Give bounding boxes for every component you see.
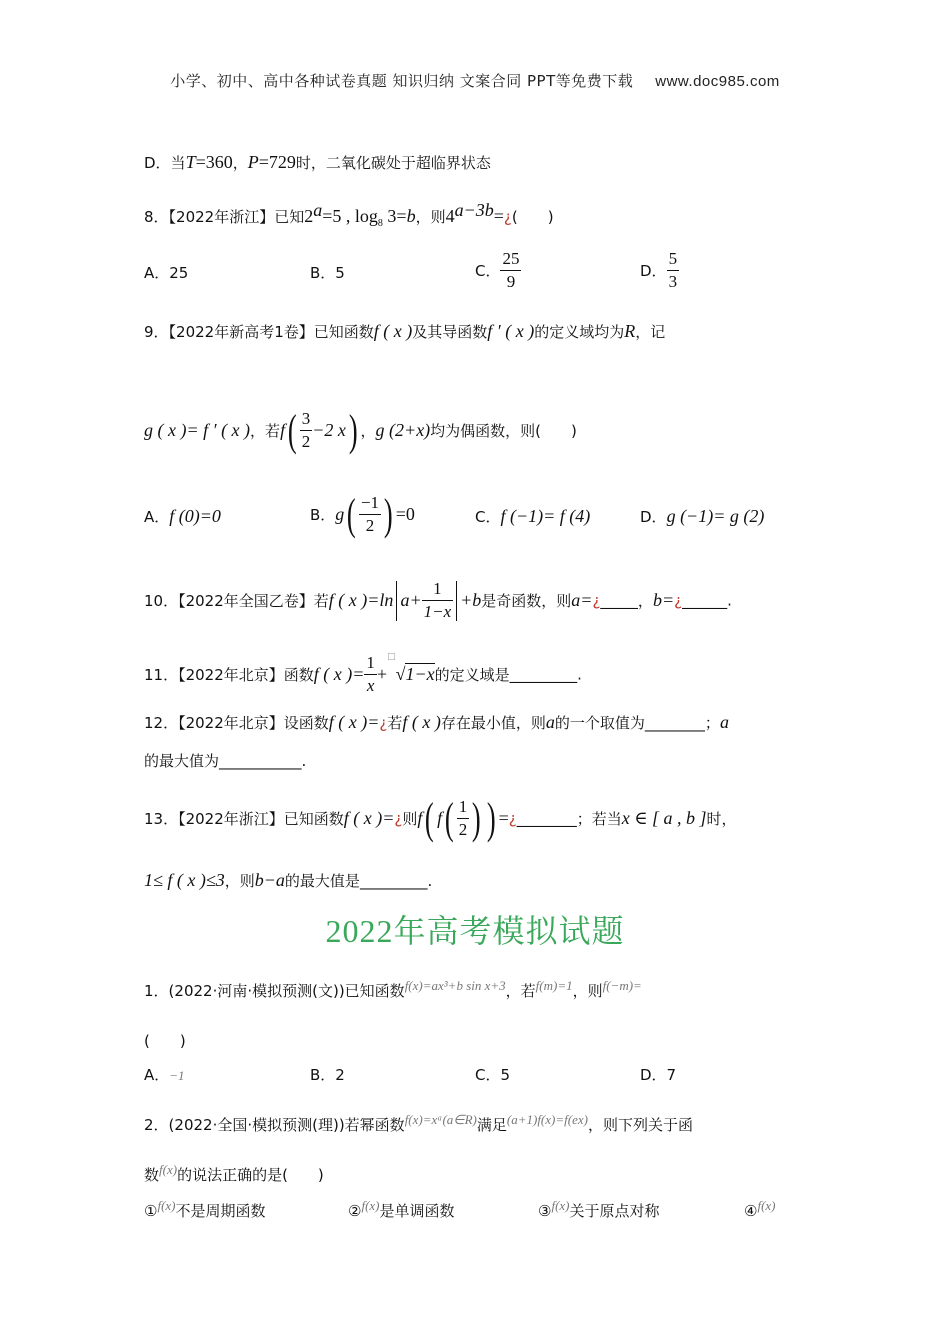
page-header	[0, 70, 950, 91]
m2-item-1: ①f(x)不是周期函数	[144, 1198, 266, 1220]
mock-question-1: 1．(2022·河南·模拟预测(文))已知函数f(x)=ax³+b sin x+3，若f(m)=1，则f(−m)=	[144, 978, 642, 1000]
question-12-line2: 的最大值为___________.	[144, 752, 307, 770]
m2-item-3: ③f(x)关于原点对称	[538, 1198, 660, 1220]
question-9-line2: g ( x )= f ′ ( x )，若f( $\frac{3}{2}$ −2 x) ，g (2+x)均为偶函数，则( )	[144, 405, 577, 455]
header-text: 小学、初中、高中各种试卷真题 知识归纳 文案合同 PPT等免费下载	[170, 72, 634, 90]
question-8: 8．【2022年浙江】已知$2^a=5$ , $\log_8 3=b$，则$4^{a-3b}=¿$( )	[144, 200, 554, 229]
q9-option-b[interactable]: B．g( $\frac{-1}{2}$ ) =0	[310, 489, 415, 539]
q8-option-b[interactable]: B．5	[310, 264, 345, 282]
q8-num: 8．	[144, 208, 169, 226]
q9-option-d[interactable]: D．g (−1)= g (2)	[640, 506, 765, 526]
q8-option-c[interactable]: C． $\frac{25}{9}$	[475, 249, 520, 291]
q9-option-c[interactable]: C．f (−1)= f (4)	[475, 506, 591, 526]
m1-option-d[interactable]: D．7	[640, 1066, 677, 1084]
q8-option-d[interactable]: D． $\frac{5}{3}$	[640, 249, 678, 291]
m1-option-b[interactable]: B．2	[310, 1066, 345, 1084]
question-12: 12．【2022年北京】设函数f ( x )=¿若f ( x )存在最小值，则a的一个取值为________；a	[144, 712, 729, 732]
question-13-line2: 1≤ f ( x )≤3，则b−a的最大值是_________.	[144, 870, 433, 890]
mock-question-2-line2: 数f(x)的说法正确的是( )	[144, 1162, 324, 1184]
m2-item-4: ④f(x)	[744, 1198, 776, 1220]
q8-option-a[interactable]: A．25	[144, 264, 189, 282]
q7-option-d: D．当T=360，P=729时，二氧化碳处于超临界状态	[144, 152, 491, 172]
mock-question-1-paren: ( )	[144, 1032, 186, 1050]
q9-option-a[interactable]: A．f (0)=0	[144, 506, 221, 526]
q8-tag: 【2022年浙江】	[168, 208, 275, 226]
m1-option-a[interactable]: A．−1	[144, 1066, 185, 1084]
question-10: 10．【2022年全国乙卷】若f ( x )=ln a+ $\frac{1}{1-x}$ +b是奇函数，则a=¿_____，b=¿______.	[144, 579, 732, 621]
m2-item-2: ②f(x)是单调函数	[348, 1198, 455, 1220]
mock-question-2: 2．(2022·全国·模拟预测(理))若幂函数f(x)=xᵃ(a∈R)满足(a+1)f(x)=f(ex)，则下列关于函	[144, 1112, 693, 1134]
header-url[interactable]: www.doc985.com	[655, 73, 780, 90]
m1-option-c[interactable]: C．5	[475, 1066, 511, 1084]
question-9: 9．【2022年新高考1卷】已知函数f ( x )及其导函数f ′ ( x )的定义域均为R，记	[144, 321, 666, 341]
question-13: 13．【2022年浙江】已知函数f ( x )=¿则f( f( $\frac{1}{2}$ ) ) =¿________；若当x ∈ [ a , b ]时，	[144, 793, 737, 843]
section-title: 2022年高考模拟试题	[325, 913, 625, 949]
question-11: 11．【2022年北京】函数f ( x )= $\frac{1}{x}$ +□√1−x的定义域是_________.	[144, 652, 582, 695]
